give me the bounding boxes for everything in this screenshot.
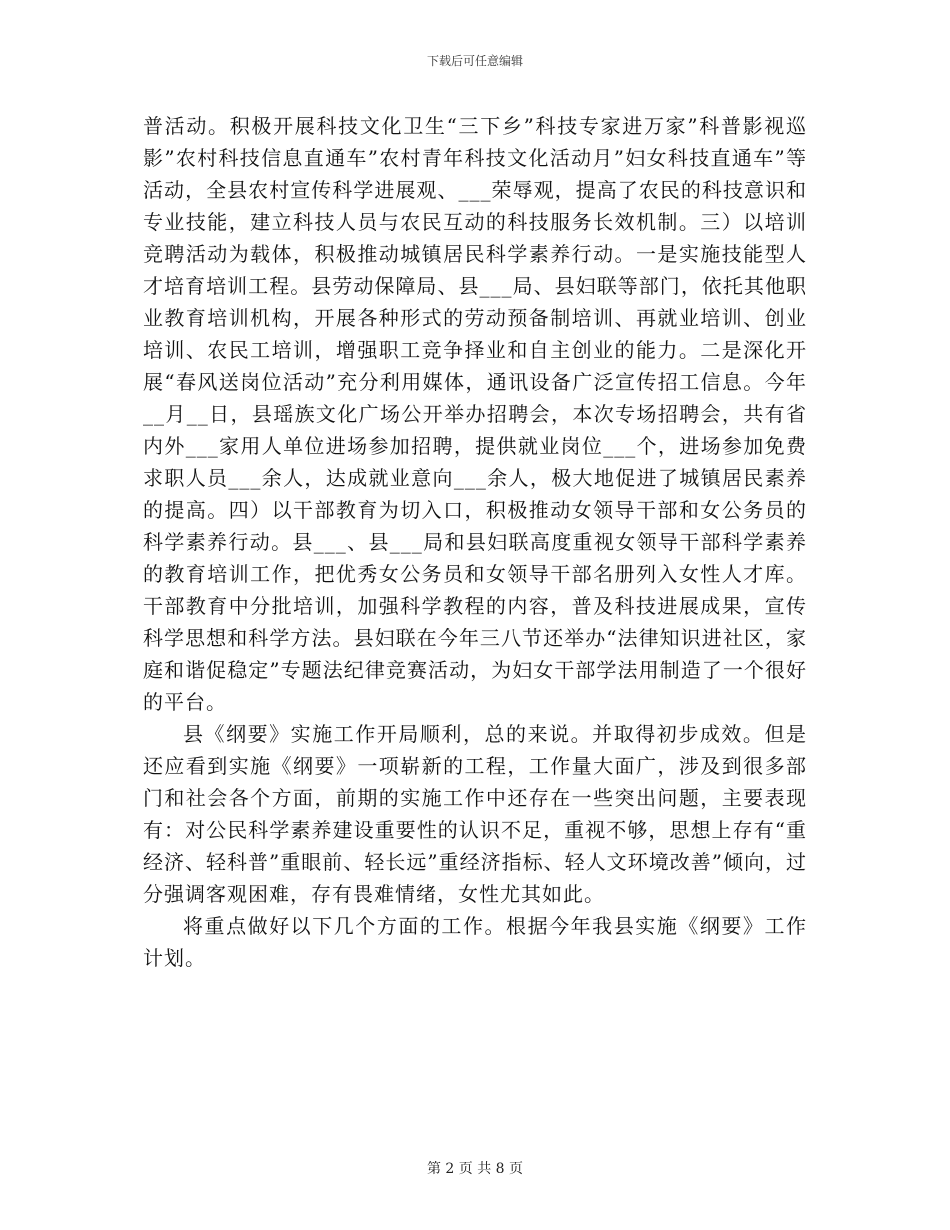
- paragraph: 将重点做好以下几个方面的工作。根据今年我县实施《纲要》工作计划。: [143, 914, 807, 970]
- document-body: [143, 110, 807, 974]
- page-number: 第 2 页 共 8 页: [426, 1161, 524, 1177]
- paragraph: 县《纲要》实施工作开局顺利，总的来说。并取得初步成效。但是还应看到实施《纲要》一项崭新的工程，工作量大面广，涉及到很多部门和社会各个方面，前期的实施工作中还存在一些突出问题，主要表现有：对公民科学素养建设重要性的认识不足，重视不够，思想上存有“重经济、轻科普”重眼前、轻长远”重经济指标、轻人文环境改善”倾向，过分强调客观困难，存有畏难情绪，女性尤其如此。: [143, 722, 807, 906]
- page-header: 下载后可任意编辑: [426, 54, 523, 68]
- paragraph: 普活动。积极开展科技文化卫生“三下乡”科技专家进万家”科普影视巡影”农村科技信息直通车”农村青年科技文化活动月”妇女科技直通车”等活动，全县农村宣传科学进展观、___荣辱观，提高了农民的科技意识和专业技能，建立科技人员与农民互动的科技服务长效机制。三）以培训竞聘活动为载体，积极推动城镇居民科学素养行动。一是实施技能型人才培育培训工程。县劳动保障局、县___局、县妇联等部门，依托其他职业教育培训机构，开展各种形式的劳动预备制培训、再就业培训、创业培训、农民工培训，增强职工竞争择业和自主创业的能力。二是深化开展“春风送岗位活动”充分利用媒体，通讯设备广泛宣传招工信息。今年__月__日，县瑶族文化广场公开举办招聘会，本次专场招聘会，共有省内外___家用人单位进场参加招聘，提供就业岗位___个，进场参加免费求职人员___余人，达成就业意向___余人，极大地促进了城镇居民素养的提高。四）以干部教育为切入口，积极推动女领导干部和女公务员的科学素养行动。县___、县___局和县妇联高度重视女领导干部科学素养的教育培训工作，把优秀女公务员和女领导干部名册列入女性人才库。干部教育中分批培训，加强科学教程的内容，普及科技进展成果，宣传科学思想和科学方法。县妇联在今年三八节还举办“法律知识进社区，家庭和谐促稳定”专题法纪律竞赛活动，为妇女干部学法用制造了一个很好的平台。: [143, 114, 807, 714]
